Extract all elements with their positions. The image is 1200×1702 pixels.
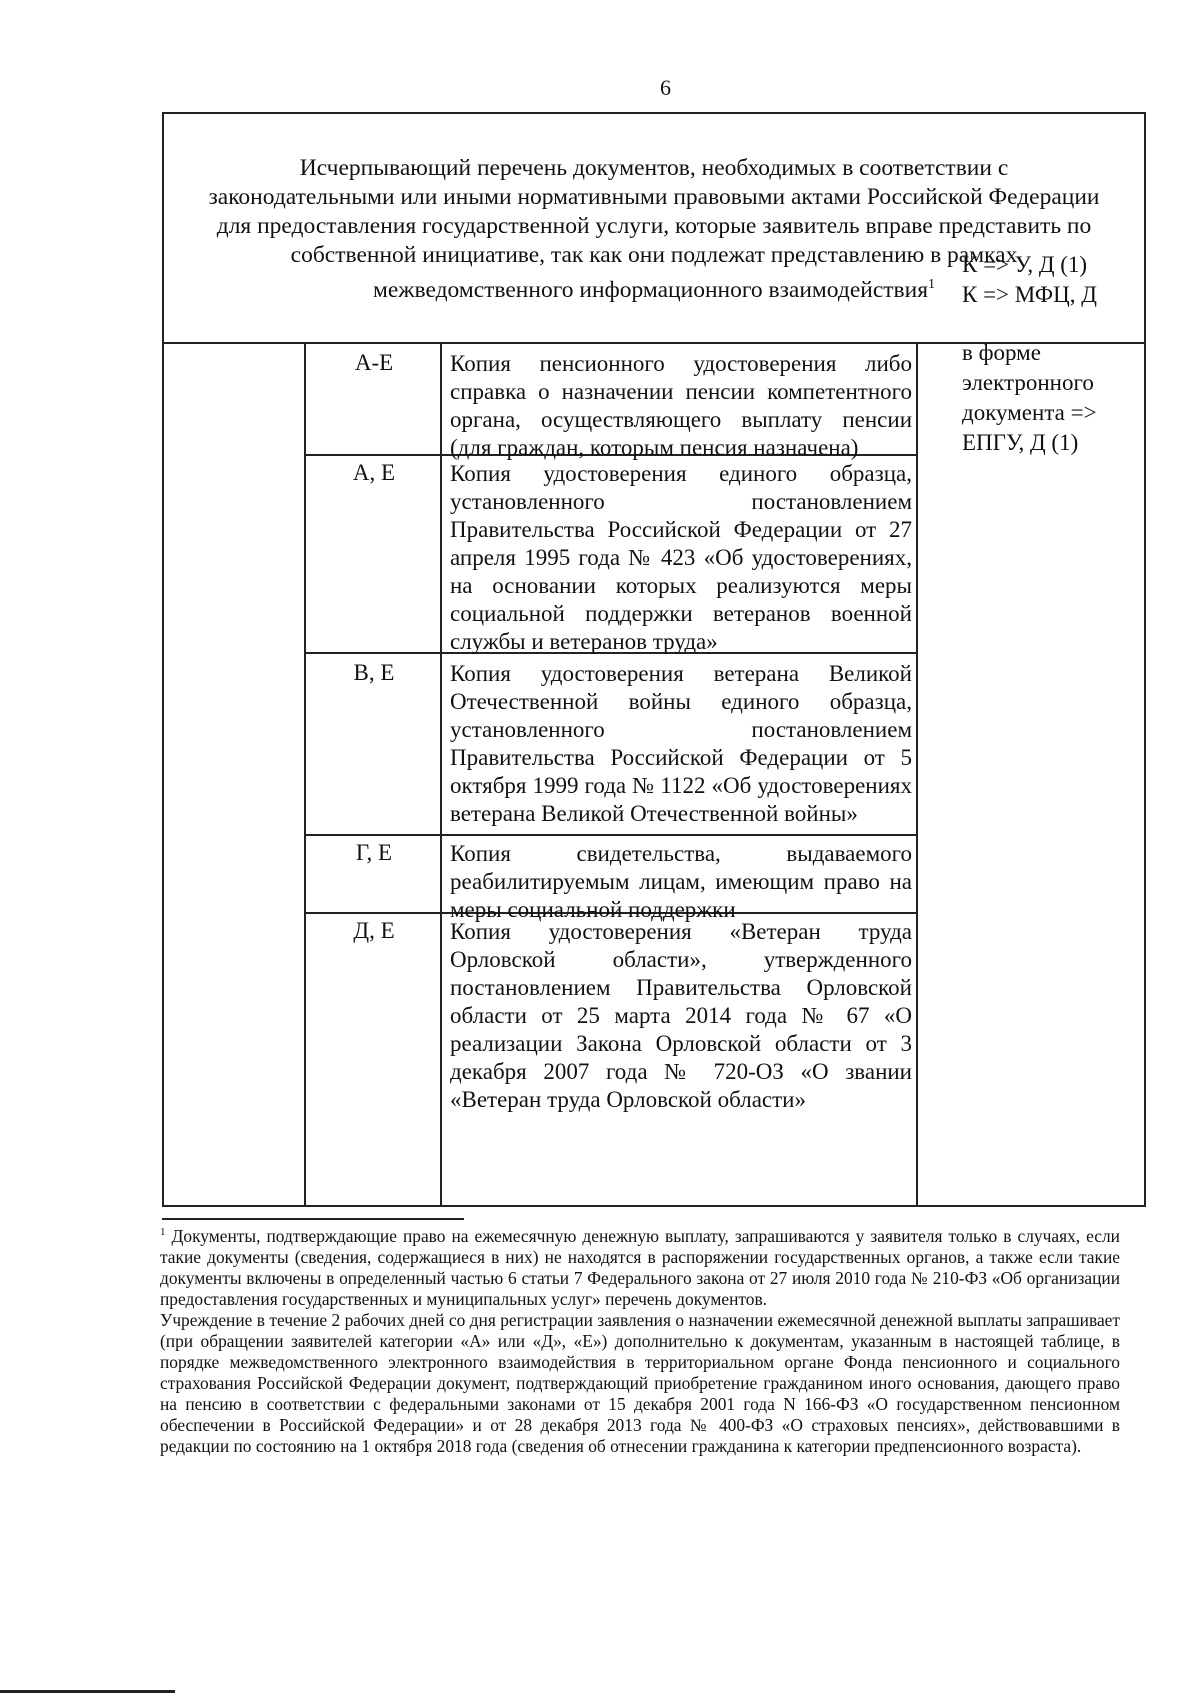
row-document: Копия свидетельства, выдаваемого реабилитируемым лицам, имеющим право на меры социальной поддержки — [450, 841, 912, 922]
row-document: Копия удостоверения «Ветеран труда Орловской области», утвержденного постановлением Правительства Орловской области от 25 марта 2014 года № 67 «О реализации Закона Орловской области от 3 декабря 2007 года № 720-ОЗ «О звании «Ветеран труда Орловской области» — [450, 919, 912, 1112]
row-category: А, Е — [352, 460, 396, 485]
footnote-2: Учреждение в течение 2 рабочих дней со дня регистрации заявления о назначении ежемесячной денежной выплаты запрашивает (при обращении заявителей категории «А» или «Д», «Е») дополнительно к документам, указанным в настоящей таблице, в порядке межведомственного электронного взаимодействия в территориальном органе Фонда пенсионного и социального страхования Российской Федерации документ, подтверждающий приобретение гражданином иного основания, дающего право на пенсию в соответствии с федеральными законами от 15 декабря 2001 года N 166-ФЗ «О государственном пенсионном обеспечении в Российской Федерации» и от 28 декабря 2013 года № 400-ФЗ «О страховых пенсиях», действовавшими в редакции по состоянию на 1 октября 2018 года (сведения об отнесении гражданина к категории предпенсионного возраста). — [160, 1309, 1120, 1456]
row-category: Д, Е — [353, 918, 395, 943]
row-divider — [304, 834, 916, 836]
row-category: А-Е — [354, 350, 394, 375]
row-document: Копия удостоверения единого образца, установленного постановлением Правительства Российской Федерации от 27 апреля 1995 года № 423 «Об удостоверениях, на основании которых реализуются меры социальной поддержки ветеранов военной службы и ветеранов труда» — [450, 461, 912, 654]
footnotes — [160, 1222, 1120, 1457]
submission-method-line: в форме электронного документа => ЕПГУ, Д (1) — [962, 340, 1097, 455]
row-document: Копия пенсионного удостоверения либо справка о назначении пенсии компетентного органа, осуществляющего выплату пенсии (для граждан, которым пенсия назначена) — [450, 351, 912, 460]
submission-method-line: К => МФЦ, Д — [962, 282, 1097, 307]
footnote-1: $^1$ Документы, подтверждающие право на ежемесячную денежную выплату, запрашиваются у заявителя только в случаях, если такие документы (сведения, содержащиеся в них) не находятся в распоряжении государственных органов, а также если такие документы включены в определенный частью 6 статьи 7 Федерального закона от 27 июля 2010 года № 210-ФЗ «Об организации предоставления государственных и муниципальных услуг» перечень документов. — [160, 1225, 1120, 1309]
row-category: Г, Е — [355, 840, 393, 865]
table-header-title: Исчерпывающий перечень документов, необходимых в соответствии с законодательными или иными нормативными правовыми актами Российской Федерации для предоставления государственной услуги, которые заявитель вправе представить по собственной инициативе, так как они подлежат представлению в рамках межведомственного информационного взаимодействия — [208, 155, 1100, 303]
row-category: В, Е — [353, 660, 395, 685]
footnote-mark: 1 — [160, 1226, 166, 1238]
submission-method-line: К => У, Д (1) — [962, 252, 1088, 277]
table-header-footnote-mark: 1 — [928, 277, 936, 292]
footnote-separator — [162, 1218, 464, 1220]
row-document: Копия удостоверения ветерана Великой Отечественной войны единого образца, установленного постановлением Правительства Российской Федерации от 5 октября 1999 года № 1122 «Об удостоверениях ветерана Великой Отечественной войны» — [450, 661, 912, 826]
column-divider — [916, 344, 918, 1205]
scan-edge-line — [0, 1690, 175, 1693]
submission-method — [962, 250, 1142, 458]
page-number: 6 — [660, 75, 671, 100]
